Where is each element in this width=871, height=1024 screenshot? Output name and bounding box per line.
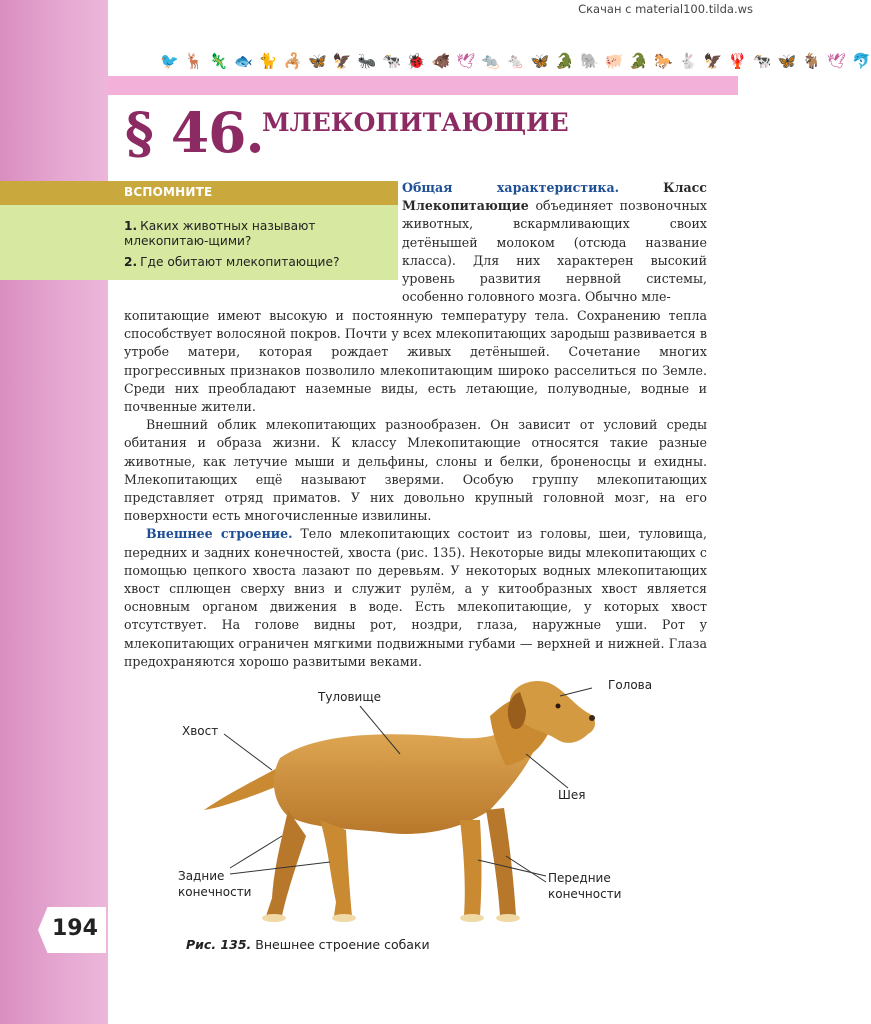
question-number: 1. [124,219,138,233]
paragraph-number: § 46. [125,100,264,165]
animal-silhouette-icon: 🕊 [456,52,476,70]
animal-silhouette-icon: 🐀 [481,52,500,70]
recall-title: ВСПОМНИТЕ [124,185,213,199]
animal-silhouette-icon: 🐦 [160,52,179,70]
animal-silhouette-icon: 🦅 [332,52,352,70]
animal-silhouette-icon: 🐖 [604,52,624,70]
animal-silhouette-icon: 🐊 [629,52,649,70]
label-line: конечности [178,885,252,899]
animal-silhouette-icon: 🦞 [728,52,747,70]
recall-question [124,255,389,270]
leader-line [230,836,282,868]
dog-eye [556,704,561,709]
paragraph-text: объединяет позвоночных животных, вскармливающих своих детёнышей молоком (отсюда название класса). Для них характерен высокий уровень развития нервной системы, особенно головного мозга. Обычно мле- [402,198,707,305]
animal-silhouette-icon: 🐟 [234,52,253,70]
recall-box [0,205,398,280]
left-margin-band [0,0,108,1024]
animal-silhouette-icon: 🦅 [703,52,723,70]
animal-silhouette-icon: 🐊 [555,52,575,70]
page-title: МЛЕКОПИТАЮЩИЕ [262,108,569,137]
label-line: Передние [548,871,611,885]
section-heading: Общая характеристика. [402,180,620,195]
recall-question [124,219,389,249]
animal-silhouette-icon: 🐁 [505,52,525,70]
recall-box-header [0,181,398,205]
paragraph-text: Тело млекопитающих состоит из головы, шеи, туловища, передних и задних конечностей, хвоста (рис. 135). Некоторые виды млекопитающих с помощью цепкого хвоста лазают по деревьям. У некоторых водных млекопитающих хвост сплющен сверху вниз и служит рулём, а у китообразных хвост является основным органом движения в воде. Есть млекопитающие, у которых хвост отсутствует. На голове видны рот, ноздри, глаза, наружные уши. Рот у млекопитающих ограничен мягкими подвижными губами — верхней и нижней. Глаза предохраняются хорошо развитыми веками. [124,526,707,669]
animal-silhouette-icon: 🐎 [654,52,673,70]
paragraph-text: копитающие имеют высокую и постоянную температуру тела. Сохранению тепла способствует волосяной покров. Почти у всех млекопитающих зародыш развивается в утробе матери, которая рождает живых детёнышей. Сочетание многих прогрессивных признаков позволило млекопитающим широко расселиться по Земле. Среди них преобладают наземные виды, есть летающие, полуводные, водные и почвенные жители. [124,308,707,415]
label-tail: Хвост [182,724,219,738]
caption-number: Рис. 135. [186,937,252,952]
dog-paw [332,914,356,922]
dog-front-leg [460,820,482,916]
animal-silhouette-icon: 🐗 [431,52,451,70]
label-line: конечности [548,887,622,901]
animal-silhouette-icon: 🐄 [382,52,401,70]
leader-line [526,754,568,788]
animal-silhouette-icon: 🐄 [752,52,772,70]
animal-silhouette-icon: 🦂 [283,52,303,70]
caption-text: Внешнее строение собаки [255,937,430,952]
label-neck: Шея [558,788,586,802]
animal-silhouette-icon: 🦋 [308,52,327,70]
section-heading: Внешнее строение. [146,526,293,542]
term: Класс Млекопитающие [402,180,707,214]
dog-hind-leg [320,820,352,916]
dog-nose [589,715,595,721]
label-hind-limbs [178,868,251,900]
dog-front-leg [486,808,516,916]
paragraph-text: Внешний облик млекопитающих разнообразен. Он зависит от условий среды обитания и образа жизни. К классу Млекопитающие относятся такие разные животные, как летучие мыши и дельфины, слоны и белки, броненосцы и ехидны. Млекопитающих ещё называют зверями. Особую группу млекопитающих представляет отряд приматов. У них довольно крупный головной мозг, на его поверхности есть многочисленные извилины. [124,417,707,524]
figure-caption [186,937,430,952]
source-note: Скачан с material100.tilda.ws [578,2,753,16]
animal-silhouette-icon: 🐇 [678,52,698,70]
question-text: Где обитают млекопитающие? [140,255,340,269]
text-column-main [124,307,707,671]
question-text: Каких животных называют млекопитаю-щими? [124,219,316,248]
animal-silhouette-icon: 🐈 [258,52,278,70]
label-front-limbs [548,870,621,902]
animal-silhouette-icon: 🐬 [851,52,871,70]
dog-paw [460,914,484,922]
animal-silhouette-icon: 🦋 [777,52,797,70]
dog-hind-leg [266,810,306,916]
dog-figure [160,670,680,940]
label-torso: Туловище [318,690,381,704]
header-strip [108,76,738,95]
animal-silhouette-icon: 🕊 [826,52,846,70]
animal-silhouette-icon: 🐜 [357,52,377,70]
dog-paw [496,914,520,922]
animal-silhouette-icon: 🐐 [802,52,821,70]
label-line: Задние [178,869,225,883]
animal-silhouette-icon: 🐞 [406,52,426,70]
page-number: 194 [52,916,98,941]
text-column-right [402,179,707,306]
label-head: Голова [608,678,653,692]
animal-silhouette-icon: 🦋 [530,52,550,70]
leader-line [560,688,592,696]
leader-line [224,734,272,770]
animal-silhouette-icon: 🐘 [580,52,599,70]
dog-paw [262,914,286,922]
question-number: 2. [124,255,138,269]
animal-silhouette-icon: 🦌 [184,52,204,70]
animal-silhouettes-border [160,51,871,71]
animal-silhouette-icon: 🦎 [209,52,229,70]
